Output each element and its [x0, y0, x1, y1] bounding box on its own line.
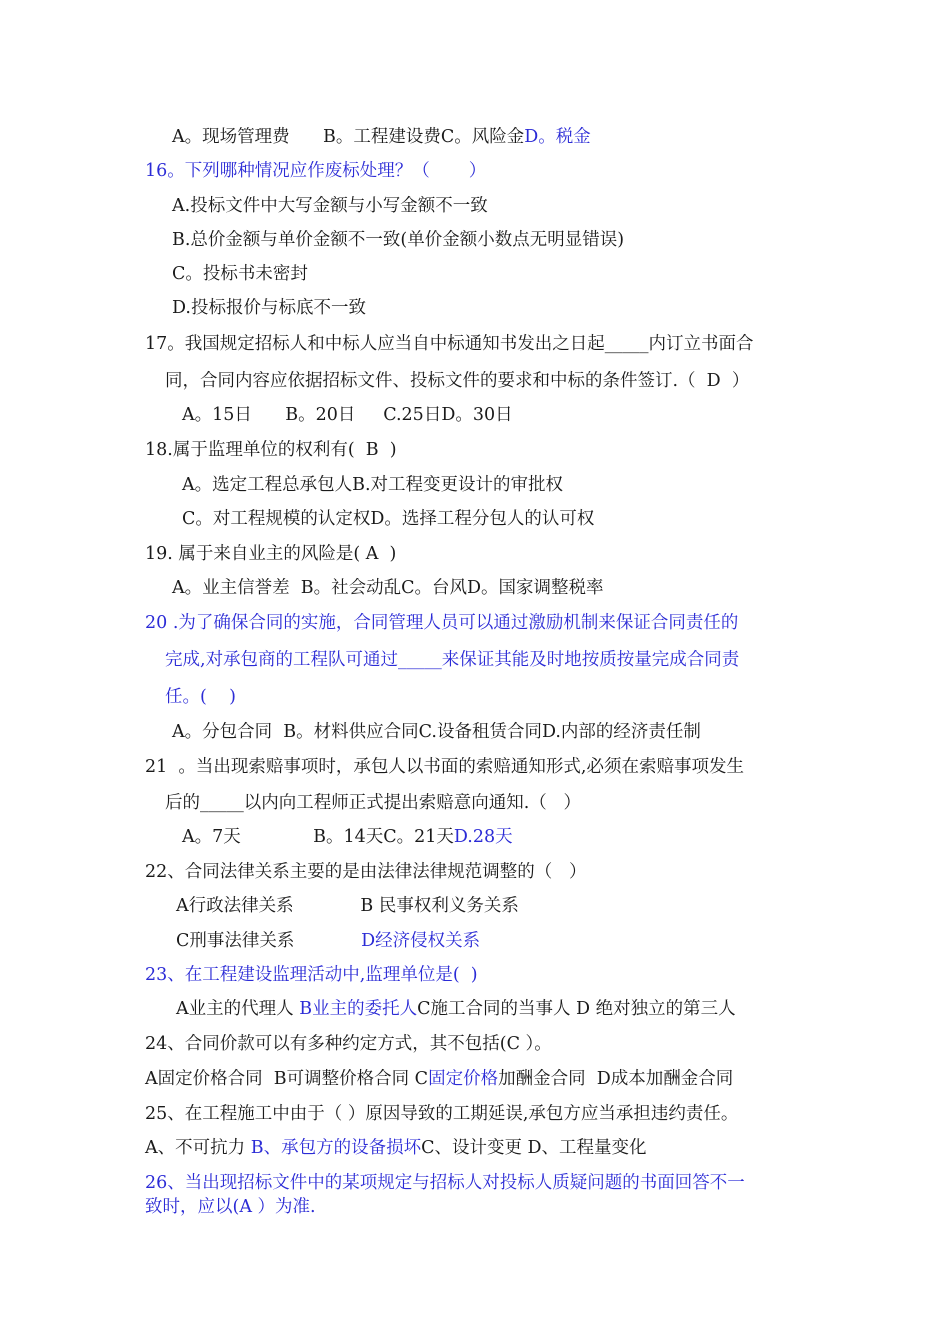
text-line — [145, 1033, 552, 1055]
line-seg: A。业主信誉差 B。社会动乱C。台风D。国家调整税率 — [172, 578, 604, 598]
line-seg: A。现场管理费 B。工程建设费C。风险金 — [172, 127, 525, 147]
text-line — [176, 930, 480, 952]
line-seg: C。投标书未密封 — [172, 264, 308, 284]
line-seg: 17。我国规定招标人和中标人应当自中标通知书发出之日起_____内订立书面合 — [145, 334, 754, 354]
text-line — [165, 370, 749, 392]
line-seg: 完成,对承包商的工程队可通过_____来保证其能及时地按质按量完成合同责 — [165, 650, 740, 670]
line-seg: 19. 属于来自业主的风险是( A ) — [145, 544, 397, 564]
text-line — [145, 861, 586, 883]
text-line — [145, 1103, 738, 1125]
line-seg: C、设计变更 D、工程量变化 — [421, 1138, 647, 1158]
text-line — [165, 649, 739, 671]
text-line — [172, 721, 701, 743]
line-seg: 21 。当出现索赔事项时，承包人以书面的索赔通知形式,必须在索赔事项发生 — [145, 757, 744, 777]
text-line — [145, 612, 738, 634]
text-line — [176, 895, 519, 917]
line-seg: C施工合同的当事人 D 绝对独立的第三人 — [417, 999, 736, 1019]
line-seg: A行政法律关系 B 民事权利义务关系 — [176, 896, 519, 916]
line-seg: A。7天 B。14天C。21天 — [182, 827, 454, 847]
line-seg: D.28天 — [453, 827, 513, 847]
text-line — [172, 195, 488, 217]
line-seg: D。税金 — [524, 127, 591, 147]
text-line — [145, 160, 486, 182]
line-seg: 26、当出现招标文件中的某项规定与招标人对投标人质疑问题的书面回答不一 — [145, 1173, 745, 1193]
line-seg: A。选定工程总承包人B.对工程变更设计的审批权 — [182, 475, 564, 495]
text-line — [145, 439, 397, 461]
text-line — [172, 126, 591, 148]
text-line — [145, 964, 478, 986]
text-line — [145, 1068, 733, 1090]
line-seg: A.投标文件中大写金额与小写金额不一致 — [172, 196, 488, 216]
line-seg: 20 .为了确保合同的实施，合同管理人员可以通过激励机制来保证合同责任的 — [145, 613, 739, 633]
line-seg: 23、在工程建设监理活动中,监理单位是( ) — [145, 965, 478, 985]
text-line — [172, 229, 624, 251]
line-seg: D经济侵权关系 — [361, 931, 481, 951]
text-line — [182, 508, 594, 530]
text-line — [145, 543, 396, 565]
text-line — [145, 1172, 745, 1194]
line-seg: 24、合同价款可以有多种约定方式，其不包括(C ）。 — [145, 1034, 552, 1054]
line-seg: 加酬金合同 D成本加酬金合同 — [498, 1069, 734, 1089]
line-seg: 任。( ) — [165, 687, 236, 707]
line-seg: C刑事法律关系 — [176, 931, 362, 951]
line-seg: B业主的委托人 — [299, 999, 418, 1019]
text-line — [182, 404, 513, 426]
line-seg: A业主的代理人 — [176, 999, 300, 1019]
line-seg: D.投标报价与标底不一致 — [172, 298, 366, 318]
line-seg: 致时，应以(A ）为准. — [145, 1197, 316, 1217]
text-line — [176, 998, 736, 1020]
text-line — [182, 826, 513, 848]
text-line — [172, 263, 308, 285]
text-line — [172, 577, 604, 599]
text-line — [182, 474, 563, 496]
text-line — [145, 756, 744, 778]
text-line — [172, 297, 366, 319]
line-seg: A。15日 B。20日 C.25日D。30日 — [182, 405, 513, 425]
line-seg: 25、在工程施工中由于（ ）原因导致的工期延误,承包方应当承担违约责任。 — [145, 1104, 739, 1124]
line-seg: A、不可抗力 — [145, 1138, 251, 1158]
line-seg: B、承包方的设备损坏 — [250, 1138, 422, 1158]
line-seg: 同，合同内容应依据招标文件、投标文件的要求和中标的条件签订.（ D ） — [165, 371, 750, 391]
line-seg: A固定价格合同 B可调整价格合同 C — [145, 1069, 429, 1089]
line-seg: A。分包合同 B。材料供应合同C.设备租赁合同D.内部的经济责任制 — [172, 722, 701, 742]
line-seg: C。对工程规模的认定权D。选择工程分包人的认可权 — [182, 509, 595, 529]
line-seg: 后的_____以内向工程师正式提出索赔意向通知.（ ） — [165, 793, 581, 813]
text-line — [145, 333, 754, 355]
line-seg: 固定价格 — [428, 1069, 499, 1089]
text-line — [145, 1137, 647, 1159]
line-seg: B.总价金额与单价金额不一致(单价金额小数点无明显错误) — [172, 230, 625, 250]
text-line — [165, 792, 581, 814]
line-seg: 22、合同法律关系主要的是由法律法律规范调整的（ ） — [145, 862, 587, 882]
text-line — [165, 686, 236, 708]
line-seg: 18.属于监理单位的权利有( B ) — [145, 440, 397, 460]
line-seg: 16。下列哪种情况应作废标处理？（ ） — [145, 161, 487, 181]
text-line — [145, 1196, 316, 1218]
